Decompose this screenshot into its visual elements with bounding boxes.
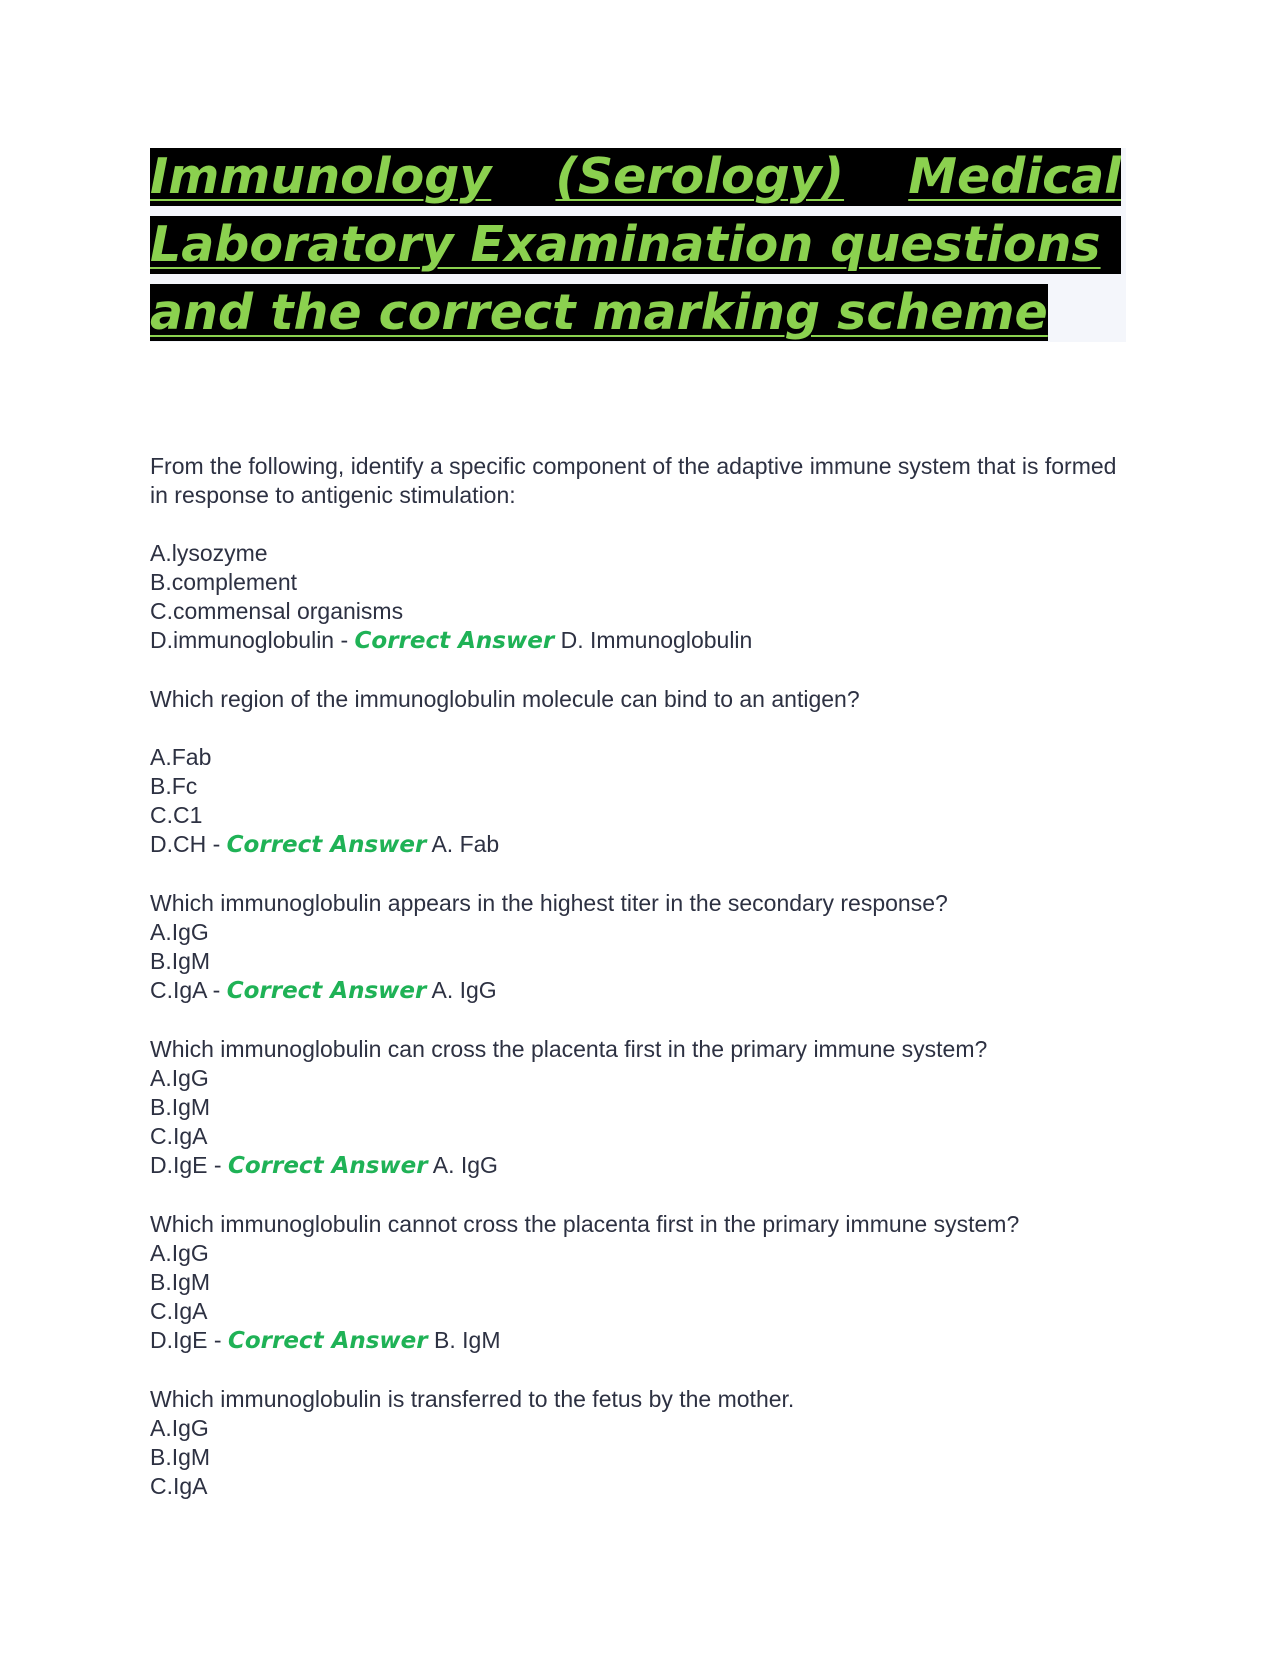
correct-answer-label: Correct Answer [226, 978, 427, 1004]
question-prompt: Which region of the immunoglobulin molecule can bind to an antigen? [150, 686, 860, 712]
answer-text: A. IgG [431, 977, 497, 1003]
title-word: (Serology) [555, 148, 845, 205]
option: C.IgA [150, 1298, 208, 1324]
option: D.immunoglobulin - [150, 627, 349, 653]
document-content [150, 148, 1128, 1501]
option: D.IgE - [150, 1327, 222, 1353]
option: A.IgG [150, 919, 209, 945]
title-line-3-text: and the correct marking scheme [150, 284, 1048, 341]
answer-text: D. Immunoglobulin [560, 627, 753, 653]
option-with-answer [150, 1151, 1128, 1181]
option: B.IgM [150, 1269, 211, 1295]
option-with-answer [150, 626, 1128, 656]
option: A.Fab [150, 744, 212, 770]
question-list [150, 452, 1128, 1501]
option: A.IgG [150, 1065, 209, 1091]
title-word: Immunology [150, 148, 492, 205]
question-block [150, 685, 1128, 860]
title-line-1 [150, 148, 1121, 206]
title-word: Medical [908, 148, 1121, 205]
title-line-3 [150, 284, 1126, 342]
question-prompt: Which immunoglobulin can cross the placenta first in the primary immune system? [150, 1036, 988, 1062]
option: B.IgM [150, 1444, 211, 1470]
question-block [150, 1210, 1128, 1356]
question-prompt: Which immunoglobulin appears in the highest titer in the secondary response? [150, 890, 948, 916]
question-prompt: Which immunoglobulin cannot cross the placenta first in the primary immune system? [150, 1211, 1020, 1237]
answer-text: B. IgM [434, 1327, 501, 1353]
answer-text: A. IgG [432, 1152, 498, 1178]
option: B.complement [150, 569, 298, 595]
option: B.IgM [150, 1094, 211, 1120]
title-line-2: Laboratory Examination questions [150, 216, 1121, 274]
question-block [150, 1385, 1128, 1501]
question-prompt: From the following, identify a specific component of the adaptive immune system that is formed in response to antigenic stimulation: [150, 453, 1117, 508]
option: C.C1 [150, 802, 203, 828]
option-with-answer [150, 830, 1128, 860]
question-block [150, 1035, 1128, 1181]
option: A.IgG [150, 1240, 209, 1266]
option: D.IgE - [150, 1152, 222, 1178]
option: A.IgG [150, 1415, 209, 1441]
option-with-answer [150, 1326, 1128, 1356]
option: D.CH - [150, 831, 221, 857]
option: A.lysozyme [150, 540, 268, 566]
option: C.IgA [150, 1473, 208, 1499]
option: C.commensal organisms [150, 598, 404, 624]
document-title [150, 148, 1126, 342]
answer-text: A. Fab [431, 831, 500, 857]
correct-answer-label: Correct Answer [354, 628, 555, 654]
correct-answer-label: Correct Answer [227, 1153, 428, 1179]
question-block [150, 452, 1128, 656]
option: C.IgA [150, 1123, 208, 1149]
correct-answer-label: Correct Answer [227, 1328, 428, 1354]
option-with-answer [150, 976, 1128, 1006]
question-block [150, 889, 1128, 1006]
question-prompt: Which immunoglobulin is transferred to the fetus by the mother. [150, 1386, 795, 1412]
option: C.IgA - [150, 977, 221, 1003]
correct-answer-label: Correct Answer [226, 832, 427, 858]
option: B.Fc [150, 773, 198, 799]
option: B.IgM [150, 948, 211, 974]
